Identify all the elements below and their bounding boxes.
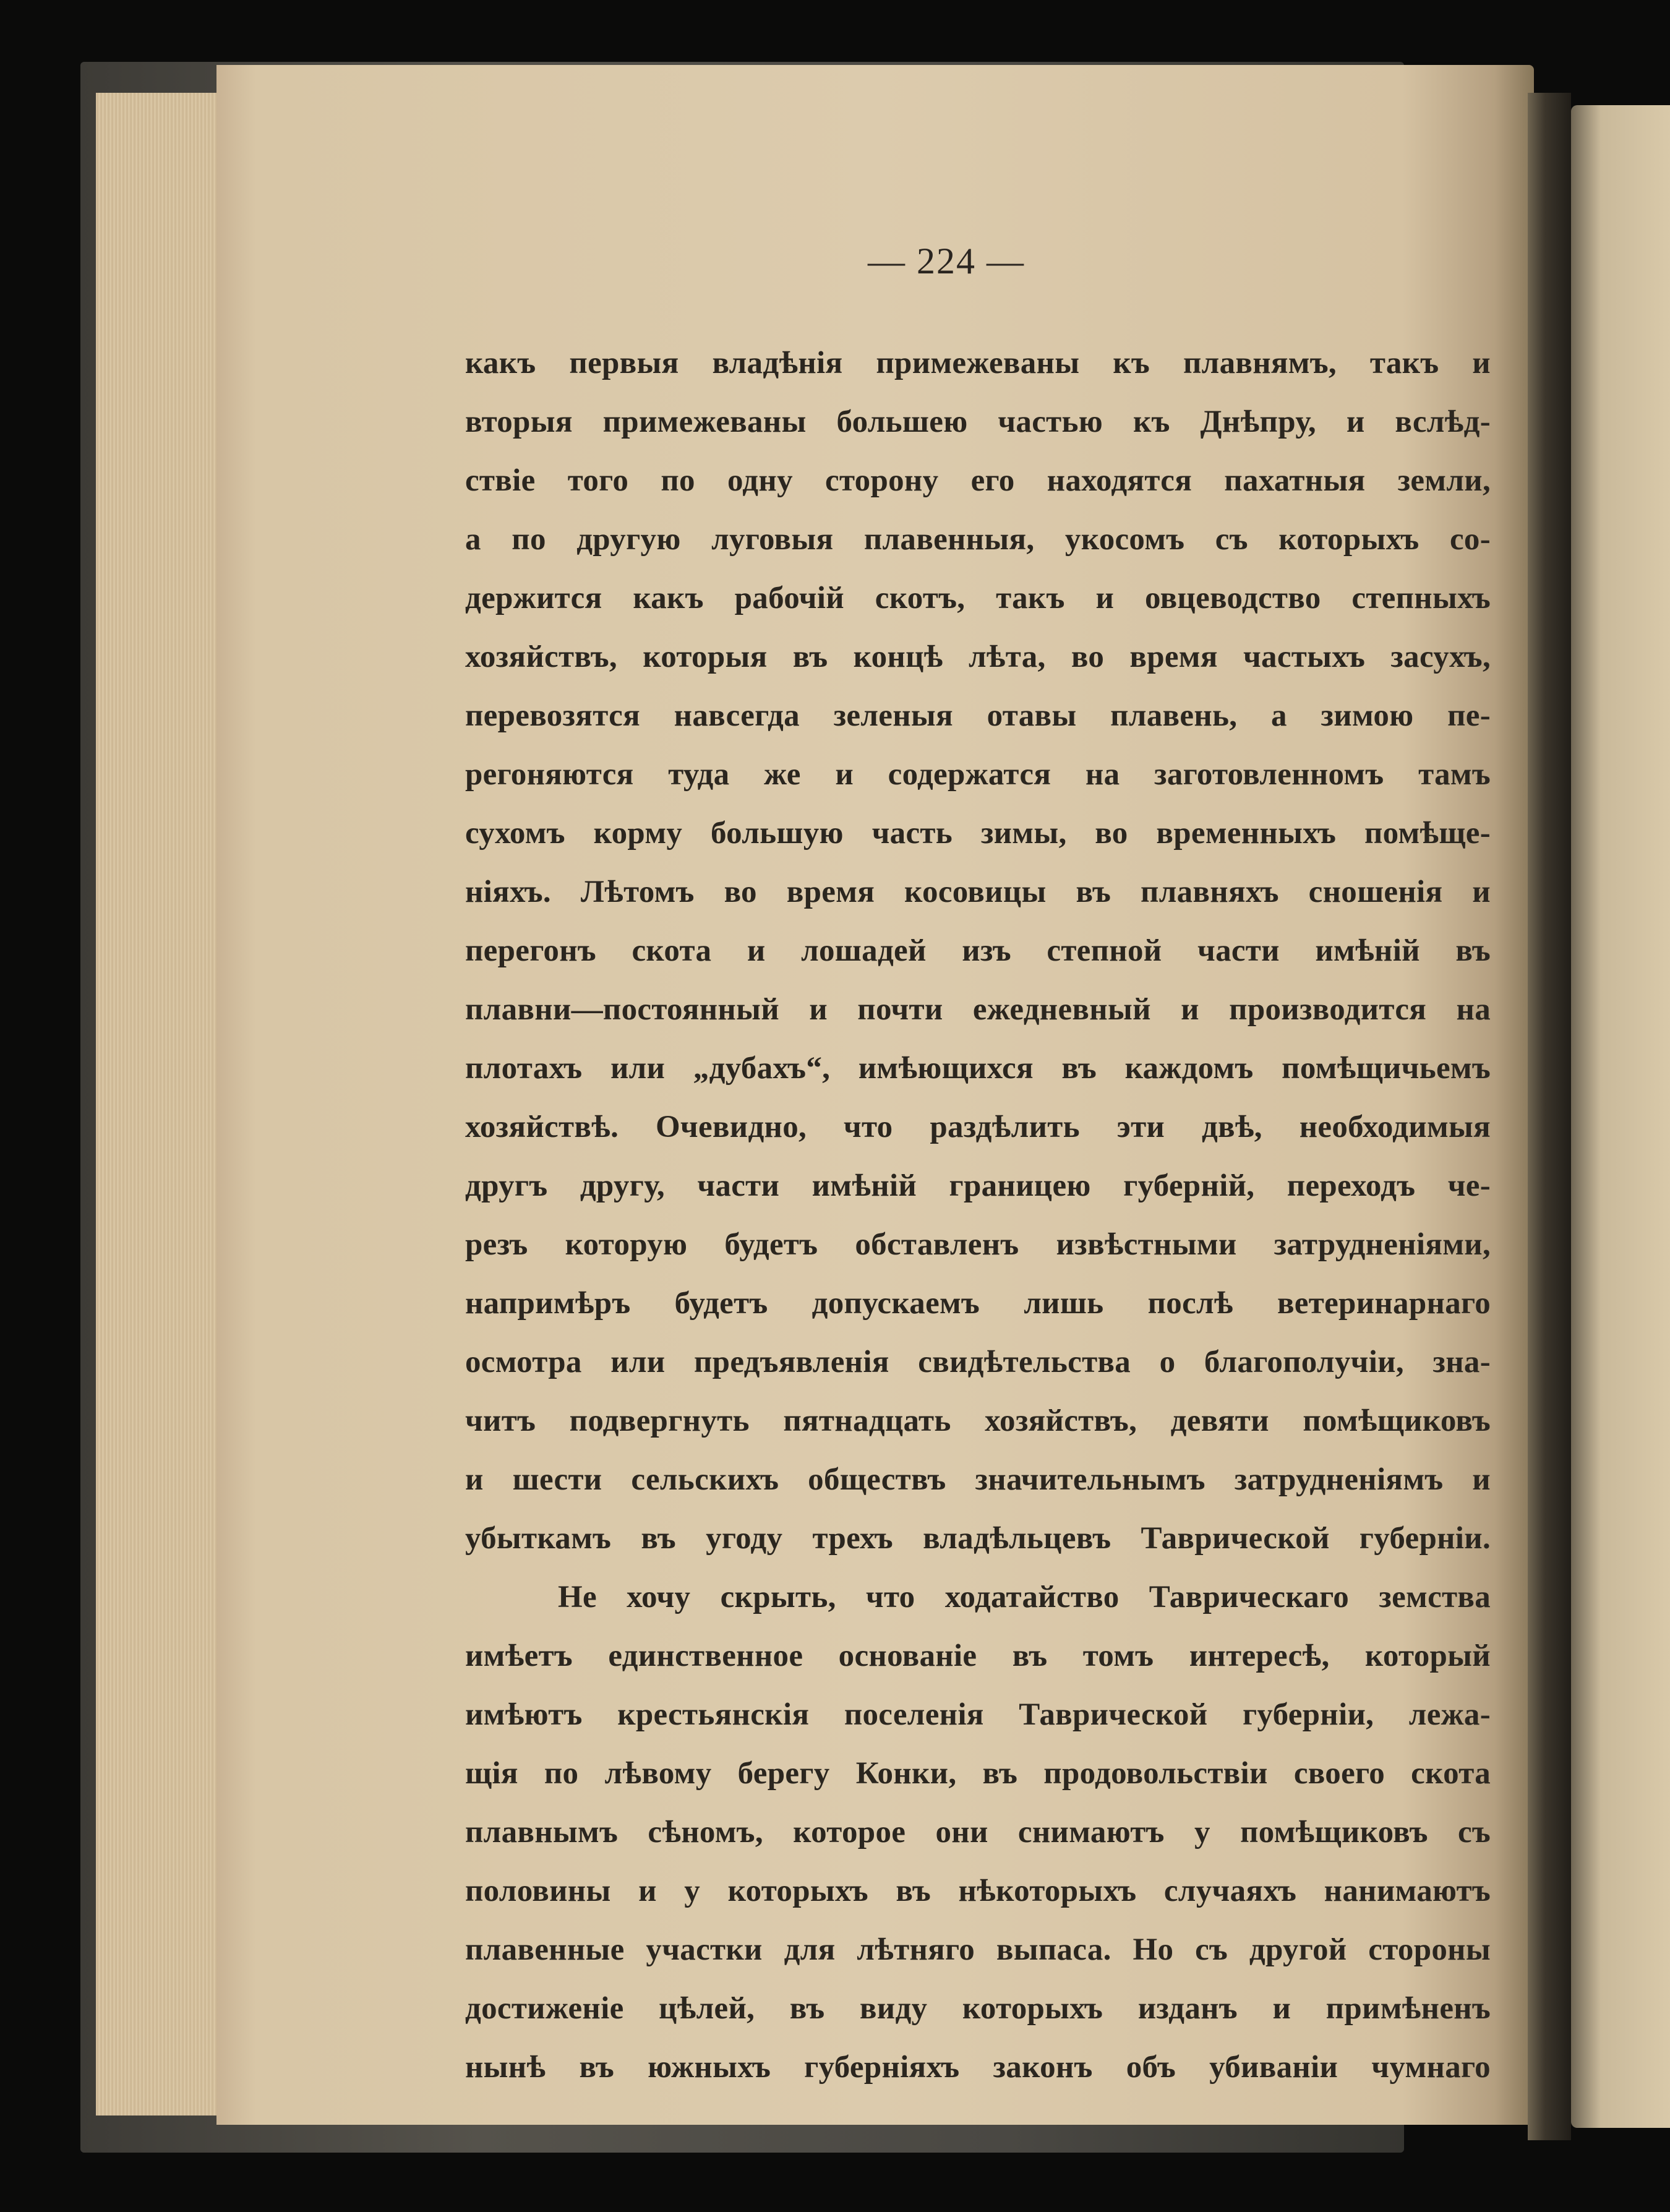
text-line: осмотра или предъявленія свидѣтельства о благополучіи, зна- — [465, 1345, 1491, 1379]
text-line: ніяхъ. Лѣтомъ во время косовицы въ плавняхъ сношенія и — [465, 875, 1491, 909]
text-line: хозяйствъ, которыя въ концѣ лѣта, во время частыхъ засухъ, — [465, 640, 1491, 674]
text-line: перевозятся навсегда зеленыя отавы плавень, а зимою пе- — [465, 698, 1491, 733]
text-line: убыткамъ въ угоду трехъ владѣльцевъ Таврической губерніи. — [465, 1521, 1491, 1556]
text-line: плавнымъ сѣномъ, которое они снимаютъ у помѣщиковъ съ — [465, 1815, 1491, 1850]
text-line: какъ первыя владѣнія примежеваны къ плавнямъ, такъ и — [465, 346, 1491, 380]
text-line: ствіе того по одну сторону его находятся пахатныя земли, — [465, 463, 1491, 498]
text-line: имѣетъ единственное основаніе въ томъ интересѣ, который — [465, 1639, 1491, 1673]
text-line: хозяйствѣ. Очевидно, что раздѣлить эти двѣ, необходимыя — [465, 1110, 1491, 1144]
text-line: имѣютъ крестьянскія поселенія Таврической губерніи, лежа- — [465, 1697, 1491, 1732]
text-line: перегонъ скота и лошадей изъ степной части имѣній въ — [465, 933, 1491, 968]
text-line: и шести сельскихъ обществъ значительнымъ затрудненіямъ и — [465, 1462, 1491, 1497]
page-body-text — [465, 334, 1491, 2097]
text-line: Не хочу скрыть, что ходатайство Таврическаго земства — [558, 1580, 1491, 1614]
text-line: плавенные участки для лѣтняго выпаса. Но съ другой стороны — [465, 1932, 1491, 1967]
text-line: сухомъ корму большую часть зимы, во временныхъ помѣще- — [465, 816, 1491, 851]
text-line: читъ подвергнуть пятнадцать хозяйствъ, девяти помѣщиковъ — [465, 1404, 1491, 1438]
text-line: плотахъ или „дубахъ“, имѣющихся въ каждомъ помѣщичьемъ — [465, 1051, 1491, 1086]
text-line: половины и у которыхъ въ нѣкоторыхъ случаяхъ нанимаютъ — [465, 1874, 1491, 1908]
text-line: другъ другу, части имѣній границею губерній, переходъ че- — [465, 1168, 1491, 1203]
text-line: нынѣ въ южныхъ губерніяхъ законъ объ убиваніи чумнаго — [465, 2050, 1491, 2085]
text-line: напримѣръ будетъ допускаемъ лишь послѣ ветеринарнаго — [465, 1286, 1491, 1321]
text-line: держится какъ рабочій скотъ, такъ и овцеводство степныхъ — [465, 581, 1491, 615]
text-line: а по другую луговыя плавенныя, укосомъ съ которыхъ со- — [465, 522, 1491, 557]
text-line: щія по лѣвому берегу Конки, въ продовольствіи своего скота — [465, 1756, 1491, 1791]
text-line: плавни—постоянный и почти ежедневный и производится на — [465, 992, 1491, 1027]
text-line: резъ которую будетъ обставленъ извѣстными затрудненіями, — [465, 1227, 1491, 1262]
facing-page-edge — [1571, 105, 1670, 2128]
text-line: регоняются туда же и содержатся на заготовленномъ тамъ — [465, 757, 1491, 792]
book-gutter — [1528, 93, 1571, 2140]
page-number: — 224 — — [868, 241, 1025, 281]
text-line: достиженіе цѣлей, въ виду которыхъ изданъ и примѣненъ — [465, 1991, 1491, 2026]
text-line: вторыя примежеваны большею частью къ Днѣпру, и вслѣд- — [465, 405, 1491, 439]
